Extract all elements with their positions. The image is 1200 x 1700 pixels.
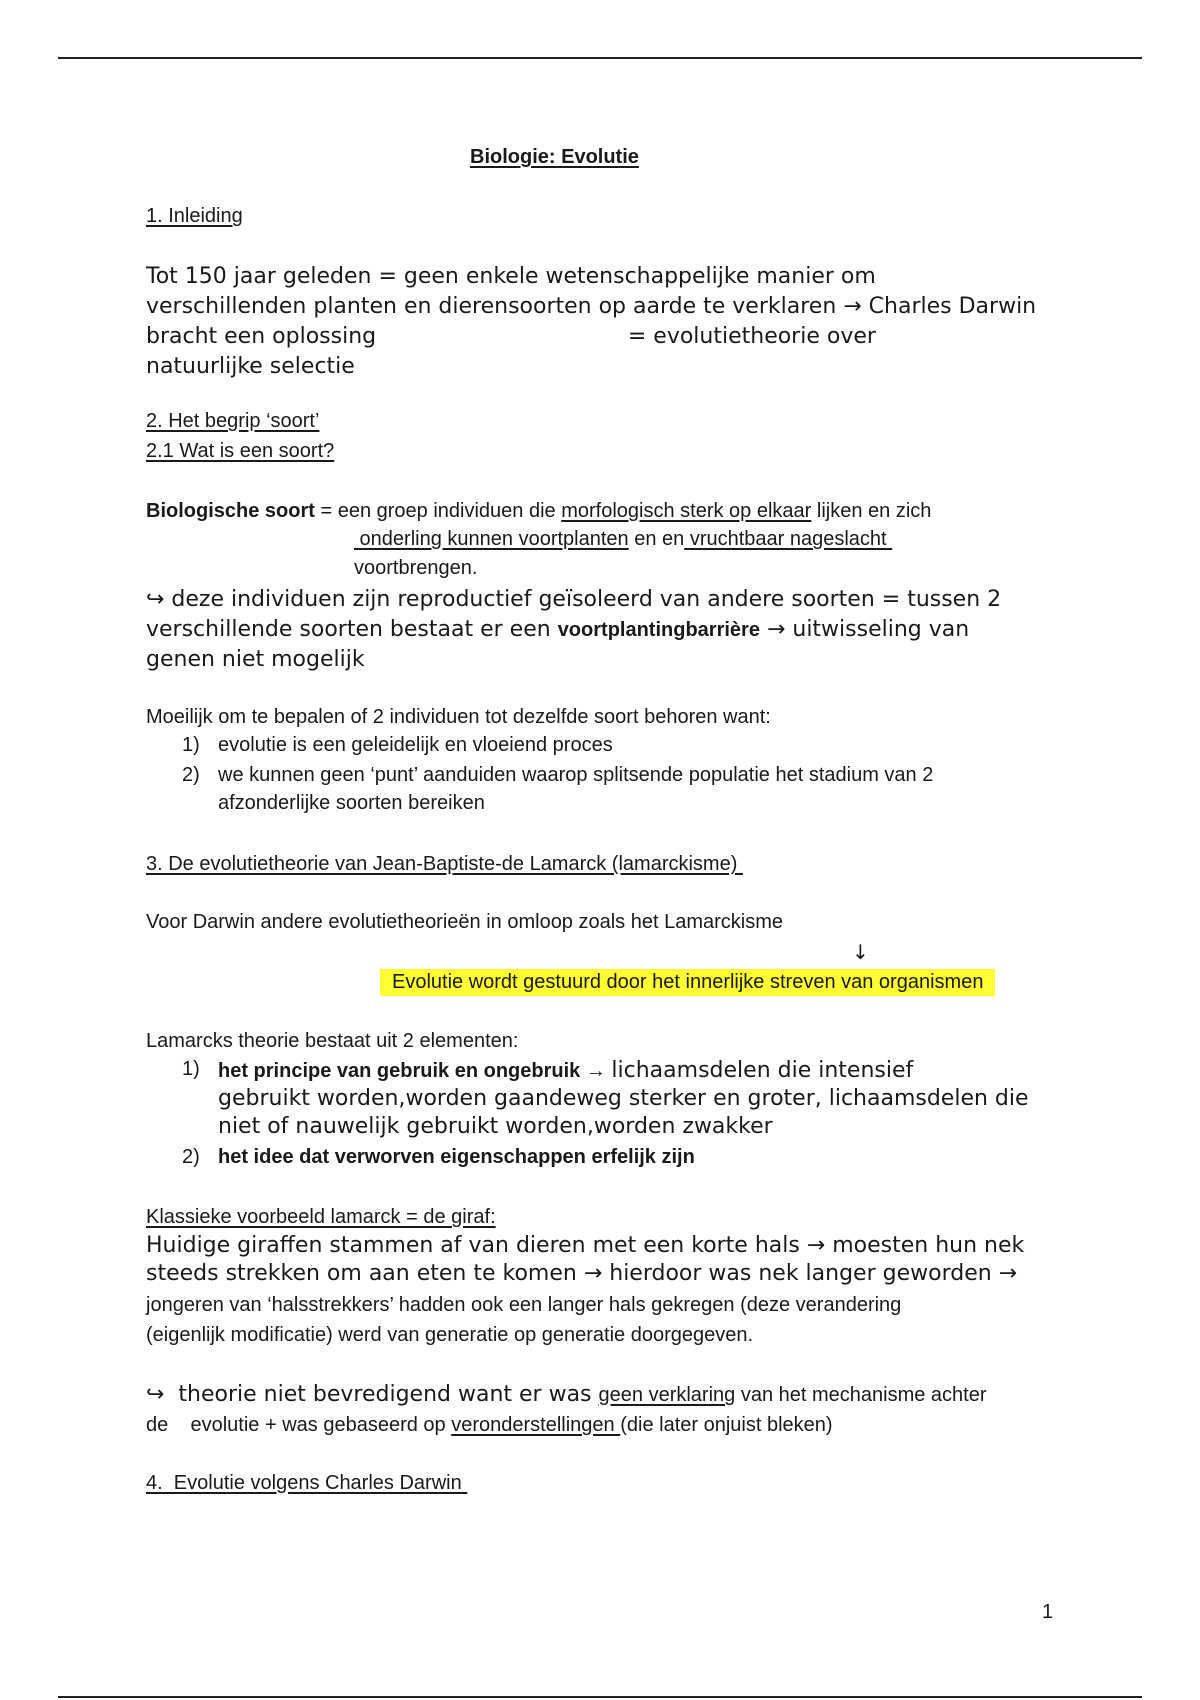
- arrow-down-icon: ↓: [852, 940, 869, 964]
- list-number: 1): [182, 734, 200, 756]
- text-part: → uitwisseling van: [759, 617, 970, 642]
- list-number: 1): [182, 1058, 200, 1080]
- definition-line: voortbrengen.: [354, 557, 478, 579]
- page-title: Biologie: Evolutie: [470, 146, 639, 168]
- text-line: [146, 1414, 833, 1437]
- text-line: ↪ deze individuen zijn reproductief geïsoleerd van andere soorten = tussen 2: [146, 587, 1002, 612]
- list-text: afzonderlijke soorten bereiken: [218, 792, 485, 814]
- text-part: (die later onjuist bleken): [620, 1414, 833, 1436]
- definition-underlined: onderling kunnen voortplanten: [354, 528, 629, 550]
- bold-term: voortplantingbarrière: [557, 619, 760, 641]
- definition-term: Biologische soort: [146, 500, 315, 522]
- section-heading-lamarck: 3. De evolutietheorie van Jean-Baptiste-de Lamarck (lamarckisme): [146, 853, 743, 875]
- paragraph-inleiding: [146, 262, 1036, 382]
- text-line: (eigenlijk modificatie) werd van generatie op generatie doorgegeven.: [146, 1324, 754, 1346]
- paragraph-voor-darwin: Voor Darwin andere evolutietheorieën in omloop zoals het Lamarckisme: [146, 911, 784, 933]
- bottom-rule: [58, 1696, 1142, 1698]
- list-number: 2): [182, 764, 200, 786]
- page-number: 1: [1042, 1601, 1054, 1623]
- text-part: verschillende soorten bestaat er een: [146, 617, 558, 642]
- example-heading-giraf: Klassieke voorbeeld lamarck = de giraf:: [146, 1206, 496, 1228]
- highlighted-statement: Evolutie wordt gestuurd door het innerlijke streven van organismen: [380, 969, 995, 996]
- list-number: 2): [182, 1146, 200, 1168]
- text-line: jongeren van ‘halsstrekkers’ hadden ook een langer hals gekregen (deze verandering: [146, 1294, 902, 1316]
- definition-text: en en: [628, 528, 685, 550]
- top-rule: [58, 57, 1142, 59]
- text-part: ↪ theorie niet bevredigend want er was: [146, 1382, 599, 1407]
- text-part: van het mechanisme achter: [735, 1384, 987, 1406]
- text-line: verschillenden planten en dierensoorten op aarde te verklaren → Charles Darwin: [146, 294, 1037, 319]
- section-heading-darwin: 4. Evolutie volgens Charles Darwin: [146, 1472, 468, 1494]
- arrow-right-icon: →: [580, 1060, 612, 1082]
- text-line: [146, 1382, 987, 1407]
- definition-line: [354, 528, 892, 551]
- list-text: we kunnen geen ‘punt’ aanduiden waarop splitsende populatie het stadium van 2: [218, 764, 934, 786]
- underlined-text: geen verklaring: [598, 1384, 736, 1406]
- list-text: niet of nauwelijk gebruikt worden,worden zwakker: [218, 1114, 773, 1139]
- definition-text: = een groep individuen die: [314, 500, 562, 522]
- text-line: steeds strekken om aan eten te komen → hierdoor was nek langer geworden →: [146, 1261, 1018, 1286]
- list-text: evolutie is een geleidelijk en vloeiend proces: [218, 734, 613, 756]
- paragraph-moeilijk: Moeilijk om te bepalen of 2 individuen tot dezelfde soort behoren want:: [146, 706, 771, 728]
- text-line: Huidige giraffen stammen af van dieren met een korte hals → moesten hun nek: [146, 1233, 1025, 1258]
- section-heading-inleiding: 1. Inleiding: [146, 205, 243, 227]
- list-text: gebruikt worden,worden gaandeweg sterker en groter, lichaamsdelen die: [218, 1086, 1029, 1111]
- text-line: Tot 150 jaar geleden = geen enkele wetenschappelijke manier om: [146, 264, 876, 289]
- text-part: de evolutie + was gebaseerd op: [146, 1414, 452, 1436]
- text-part: lichaamsdelen die intensief: [611, 1058, 914, 1083]
- text-line: [146, 615, 1001, 645]
- definition-text: lijken en zich: [811, 500, 932, 522]
- section-heading-soort: 2. Het begrip ‘soort’: [146, 410, 320, 432]
- text-line: bracht een oplossing = evolutietheorie over: [146, 324, 876, 349]
- definition-underlined: vruchtbaar nageslacht: [684, 528, 893, 550]
- paragraph-reproductief: [146, 585, 1001, 675]
- underlined-text: veronderstellingen: [451, 1414, 621, 1436]
- text-line: genen niet mogelijk: [146, 647, 365, 672]
- bold-term: het principe van gebruik en ongebruik: [218, 1060, 581, 1082]
- definition-line: [146, 500, 931, 523]
- list-text: [218, 1058, 913, 1083]
- text-line: natuurlijke selectie: [146, 354, 355, 379]
- list-text: het idee dat verworven eigenschappen erfelijk zijn: [218, 1146, 695, 1168]
- subsection-heading-wat-is: 2.1 Wat is een soort?: [146, 440, 335, 462]
- definition-underlined: morfologisch sterk op elkaar: [561, 500, 812, 522]
- paragraph-lamarcks-theorie: Lamarcks theorie bestaat uit 2 elementen:: [146, 1030, 519, 1052]
